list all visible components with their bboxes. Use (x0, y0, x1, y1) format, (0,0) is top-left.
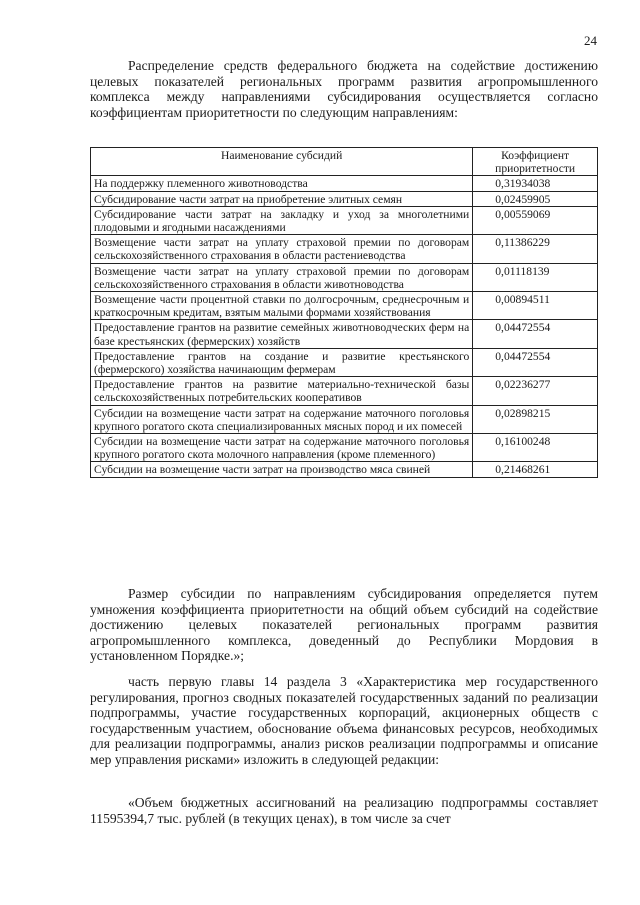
priority-coefficient: 0,02898215 (473, 405, 598, 433)
subsidy-name: Субсидии на возмещение части затрат на содержание маточного поголовья крупного рогатого скота специализированных мясных пород и их помесей (91, 405, 473, 433)
table-row (91, 405, 598, 433)
priority-coefficient: 0,00894511 (473, 292, 598, 320)
subsidy-name: Субсидирование части затрат на приобретение элитных семян (91, 191, 473, 206)
table-row (91, 191, 598, 206)
subsidy-name: Субсидирование части затрат на закладку и уход за многолетними плодовыми и ягодными насаждениями (91, 206, 473, 234)
priority-coefficient: 0,00559069 (473, 206, 598, 234)
priority-coefficient: 0,04472554 (473, 348, 598, 376)
table-row (91, 176, 598, 191)
amendment-instruction-paragraph: часть первую главы 14 раздела 3 «Характеристика мер государственного регулирования, прогноз сводных показателей государственных заданий по реализации подпрограммы, участие государственных корпораций, акционерных обществ с государственным участием, обоснование объема финансовых ресурсов, необходимых для реализации подпрограммы, анализ рисков реализации подпрограммы и описание мер управления рисками» изложить в следующей редакции: (90, 674, 598, 767)
table-row (91, 235, 598, 263)
priority-coefficient: 0,21468261 (473, 462, 598, 477)
subsidy-name: Возмещение части процентной ставки по долгосрочным, среднесрочным и краткосрочным кредитам, взятым малыми формами хозяйствования (91, 292, 473, 320)
page-number: 24 (584, 33, 597, 48)
priority-coefficient: 0,11386229 (473, 235, 598, 263)
table-row (91, 462, 598, 477)
table-row (91, 348, 598, 376)
budget-allocation-paragraph: «Объем бюджетных ассигнований на реализацию подпрограммы составляет 11595394,7 тыс. рублей (в текущих ценах), в том числе за счет (90, 795, 598, 826)
subsidy-name: Возмещение части затрат на уплату страховой премии по договорам сельскохозяйственного страхования в области животноводства (91, 263, 473, 291)
priority-coefficient: 0,04472554 (473, 320, 598, 348)
priority-coefficient: 0,02236277 (473, 377, 598, 405)
subsidy-name: Предоставление грантов на создание и развитие крестьянского (фермерского) хозяйства начинающим фермерам (91, 348, 473, 376)
priority-coefficient: 0,01118139 (473, 263, 598, 291)
priority-coefficient: 0,16100248 (473, 434, 598, 462)
subsidy-name: Возмещение части затрат на уплату страховой премии по договорам сельскохозяйственного страхования в области растениеводства (91, 235, 473, 263)
subsidy-coefficient-table (90, 147, 598, 478)
table-row (91, 292, 598, 320)
subsidy-name: На поддержку племенного животноводства (91, 176, 473, 191)
table-row (91, 320, 598, 348)
intro-paragraph: Распределение средств федерального бюджета на содействие достижению целевых показателей региональных программ развития агропромышленного комплекса между направлениями субсидирования осуществляется согласно коэффициентам приоритетности по следующим направлениям: (90, 58, 598, 120)
table-row (91, 206, 598, 234)
subsidy-name: Предоставление грантов на развитие семейных животноводческих ферм на базе крестьянских (фермерских) хозяйств (91, 320, 473, 348)
header-priority-coefficient: Коэффициент приоритетности (473, 148, 598, 176)
subsidy-name: Субсидии на возмещение части затрат на содержание маточного поголовья крупного рогатого скота молочного направления (кроме племенного) (91, 434, 473, 462)
priority-coefficient: 0,02459905 (473, 191, 598, 206)
table-row (91, 263, 598, 291)
table-row (91, 434, 598, 462)
table-row (91, 377, 598, 405)
priority-coefficient: 0,31934038 (473, 176, 598, 191)
table-header-row (91, 148, 598, 176)
subsidy-name: Субсидии на возмещение части затрат на производство мяса свиней (91, 462, 473, 477)
subsidy-name: Предоставление грантов на развитие материально-технической базы сельскохозяйственных потребительских кооперативов (91, 377, 473, 405)
subsidy-size-paragraph: Размер субсидии по направлениям субсидирования определяется путем умножения коэффициента приоритетности на общий объем субсидий на содействие достижению целевых показателей региональных программ развития агропромышленного комплекса, доведенный до Республики Мордовия в установленном Порядке.»; (90, 586, 598, 663)
header-subsidy-name: Наименование субсидий (91, 148, 473, 176)
